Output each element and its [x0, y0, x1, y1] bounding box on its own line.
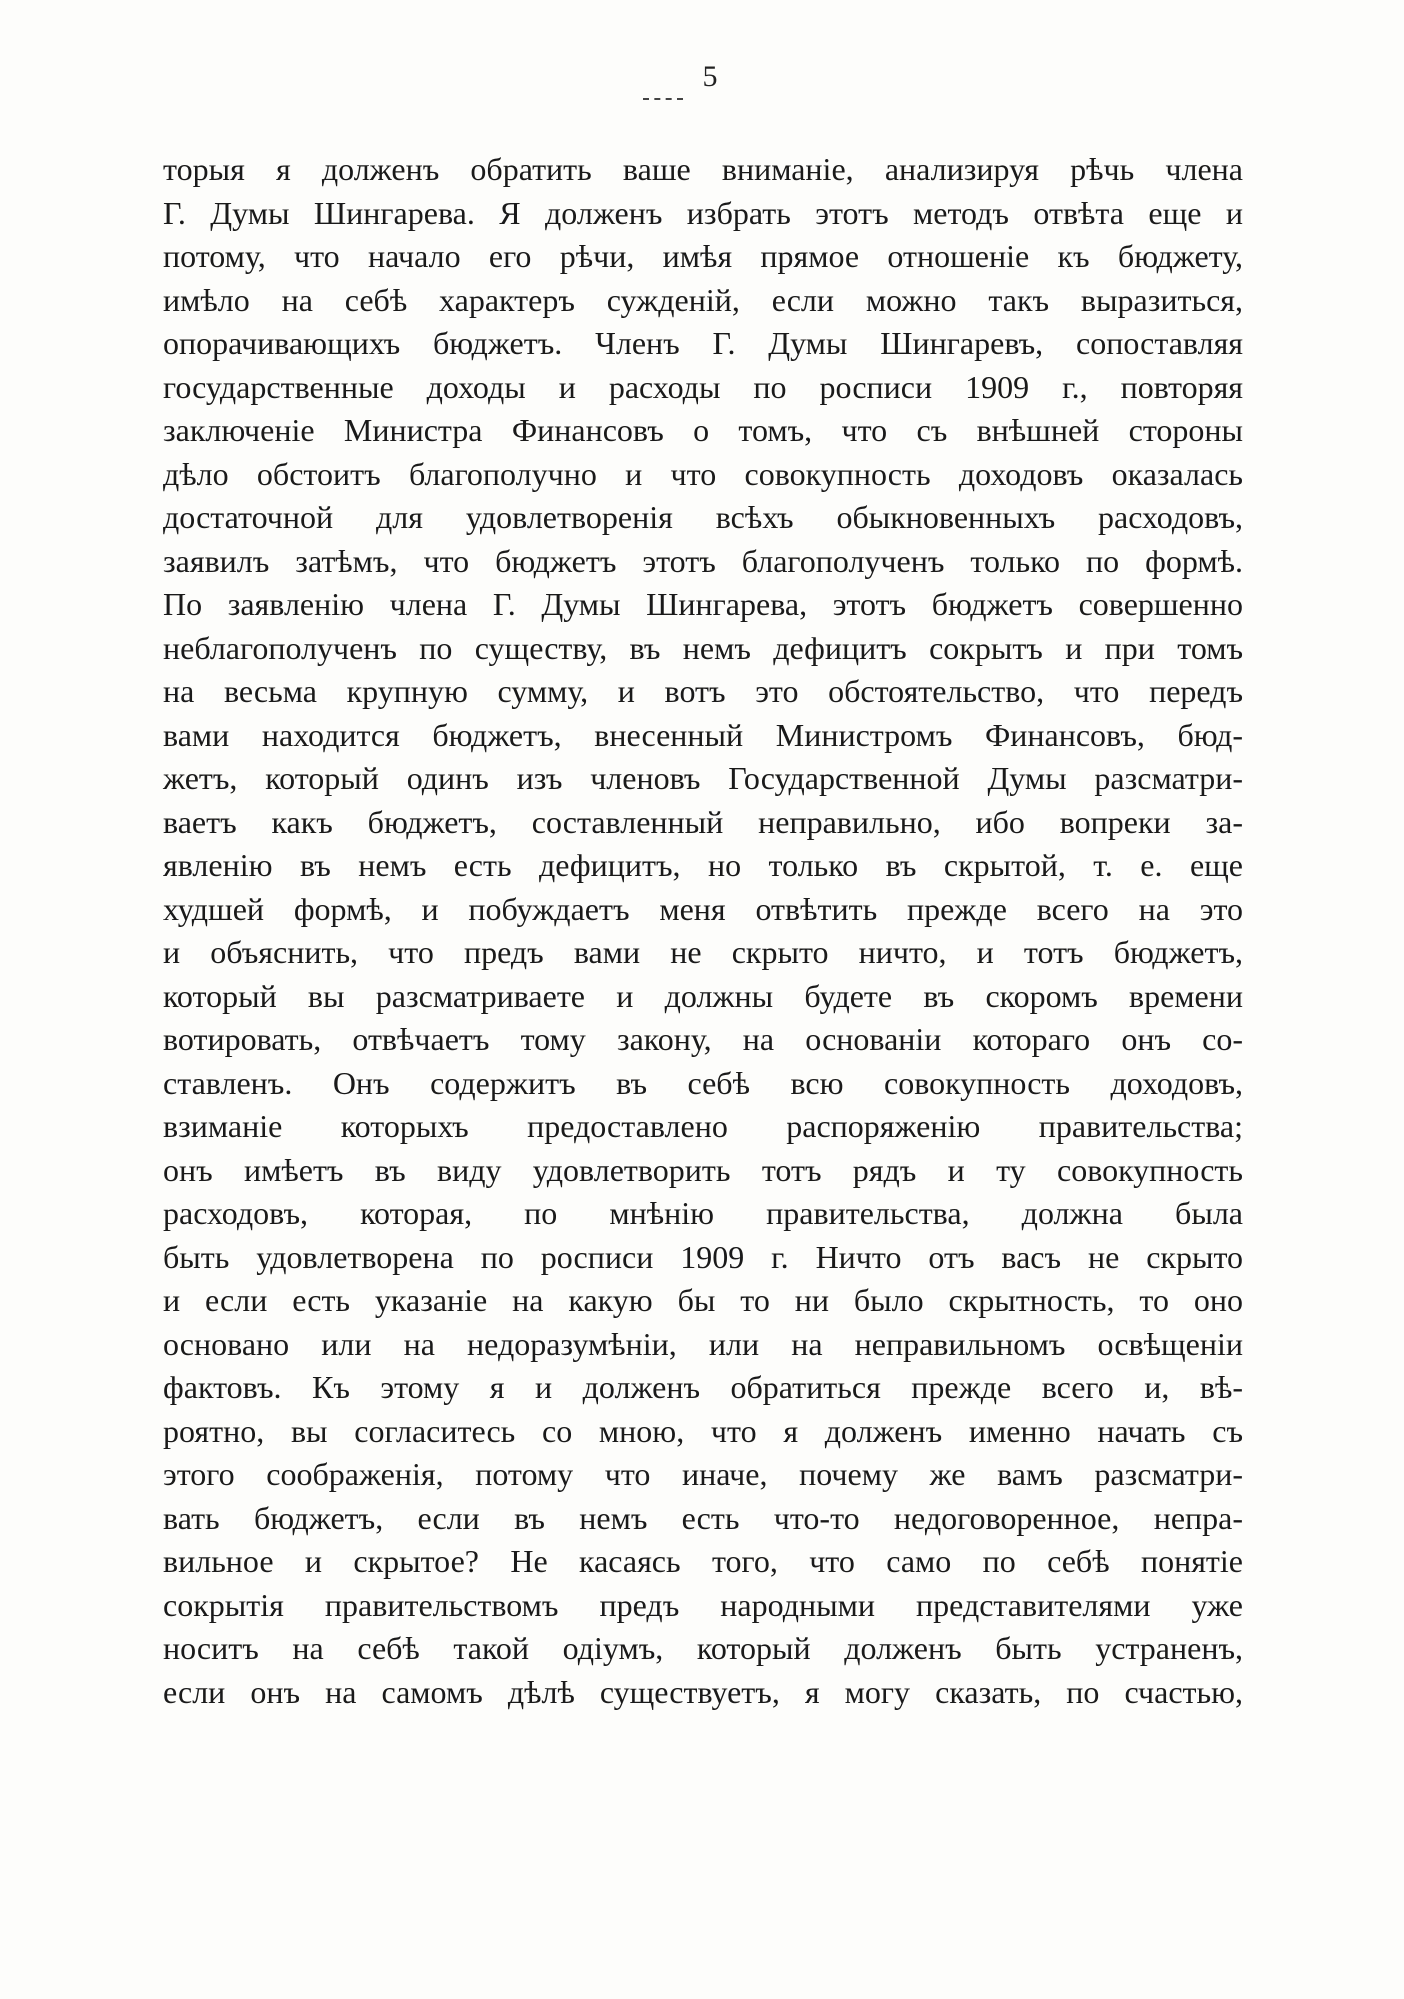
- text-line: ваетъ какъ бюджетъ, составленный неправильно, ибо вопреки за-: [163, 803, 1243, 840]
- text-line: ставленъ. Онъ содержитъ въ себѣ всю совокупность доходовъ,: [163, 1064, 1243, 1101]
- text-line: опорачивающихъ бюджетъ. Членъ Г. Думы Шингаревъ, сопоставляя: [163, 325, 1243, 361]
- text-line: дѣло обстоитъ благополучно и что совокупность доходовъ оказалась: [163, 455, 1243, 492]
- text-line: онъ имѣетъ въ виду удовлетворить тотъ рядъ и ту совокупность: [163, 1151, 1243, 1188]
- text-line: жетъ, который одинъ изъ членовъ Государственной Думы разсматри-: [163, 760, 1243, 796]
- text-line: расходовъ, которая, по мнѣнію правительства, должна была: [163, 1195, 1243, 1231]
- text-line: достаточной для удовлетворенія всѣхъ обыкновенныхъ расходовъ,: [163, 499, 1243, 535]
- text-line: имѣло на себѣ характеръ сужденій, если можно такъ выразиться,: [163, 281, 1243, 318]
- text-line: заявилъ затѣмъ, что бюджетъ этотъ благополученъ только по формѣ.: [163, 542, 1243, 579]
- text-line: основано или на недоразумѣніи, или на неправильномъ освѣщеніи: [163, 1325, 1243, 1362]
- text-line: Г. Думы Шингарева. Я долженъ избрать этотъ методъ отвѣта еще и: [163, 194, 1243, 231]
- text-line: вами находится бюджетъ, внесенный Министромъ Финансовъ, бюд-: [163, 716, 1243, 753]
- header-rule: [643, 98, 683, 100]
- text-line: быть удовлетворена по росписи 1909 г. Ничто отъ васъ не скрыто: [163, 1238, 1243, 1275]
- text-line: неблагополученъ по существу, въ немъ дефицитъ сокрытъ и при томъ: [163, 629, 1243, 666]
- text-line: и объяснить, что предъ вами не скрыто ничто, и тотъ бюджетъ,: [163, 934, 1243, 970]
- text-line: если онъ на самомъ дѣлѣ существуетъ, я могу сказать, по счастью,: [163, 1673, 1243, 1710]
- text-line: на весьма крупную сумму, и вотъ это обстоятельство, что передъ: [163, 673, 1243, 709]
- text-line: худшей формѣ, и побуждаетъ меня отвѣтить прежде всего на это: [163, 890, 1243, 927]
- text-line: этого соображенія, потому что иначе, почему же вамъ разсматри-: [163, 1456, 1243, 1492]
- text-line: взиманіе которыхъ предоставлено распоряженію правительства;: [163, 1108, 1243, 1144]
- text-line: вать бюджетъ, если въ немъ есть что-то недоговоренное, непра-: [163, 1499, 1243, 1536]
- text-line: потому, что начало его рѣчи, имѣя прямое отношеніе къ бюджету,: [163, 238, 1243, 274]
- text-line: носитъ на себѣ такой одіумъ, который долженъ быть устраненъ,: [163, 1630, 1243, 1666]
- text-line: государственные доходы и расходы по росписи 1909 г., повторяя: [163, 368, 1243, 405]
- text-line: который вы разсматриваете и должны будете въ скоромъ времени: [163, 977, 1243, 1014]
- text-line: заключеніе Министра Финансовъ о томъ, что съ внѣшней стороны: [163, 412, 1243, 448]
- text-line: По заявленію члена Г. Думы Шингарева, этотъ бюджетъ совершенно: [163, 586, 1243, 622]
- body-text: [163, 148, 1243, 1714]
- text-line: роятно, вы согласитесь со мною, что я долженъ именно начать съ: [163, 1412, 1243, 1449]
- text-line: вотировать, отвѣчаетъ тому закону, на основаніи котораго онъ со-: [163, 1021, 1243, 1057]
- text-line: фактовъ. Къ этому я и долженъ обратиться прежде всего и, вѣ-: [163, 1369, 1243, 1405]
- text-line: сокрытія правительствомъ предъ народными представителями уже: [163, 1586, 1243, 1623]
- text-line: вильное и скрытое? Не касаясь того, что само по себѣ понятіе: [163, 1543, 1243, 1579]
- text-line: и если есть указаніе на какую бы то ни было скрытность, то оно: [163, 1282, 1243, 1318]
- page-number: 5: [702, 60, 718, 93]
- text-line: явленію въ немъ есть дефицитъ, но только въ скрытой, т. е. еще: [163, 847, 1243, 883]
- text-line: торыя я долженъ обратить ваше вниманіе, анализируя рѣчь члена: [163, 151, 1243, 187]
